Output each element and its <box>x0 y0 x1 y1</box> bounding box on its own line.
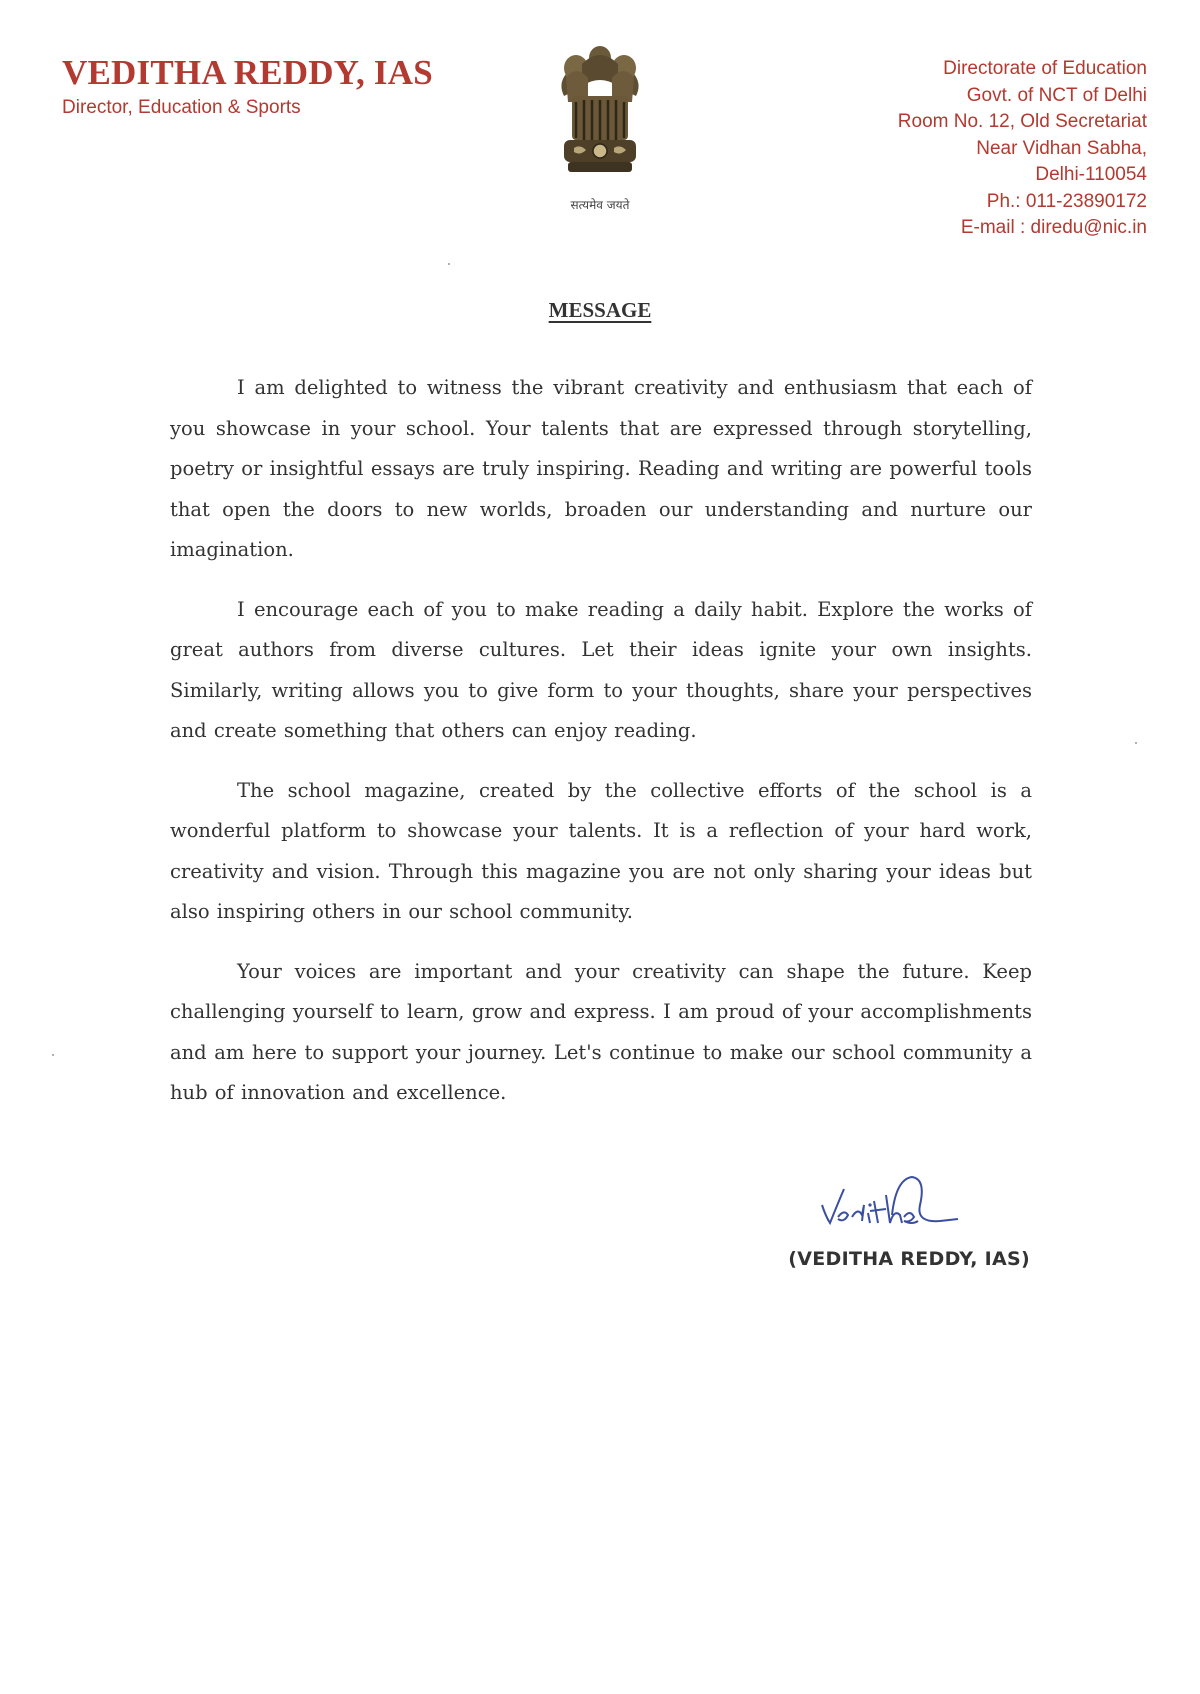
message-heading: MESSAGE <box>548 298 652 322</box>
message-paragraph: The school magazine, created by the collective efforts of the school is a wonderful platform to showcase your talents. It is a reflection of your hard work, creativity and vision. Through this magazine you are not only sharing your ideas but also inspiring others in our school community. <box>170 778 1032 923</box>
email-line: E-mail : diredu@nic.in <box>960 217 1147 238</box>
scan-speck <box>448 263 450 265</box>
signature-icon <box>808 1165 968 1237</box>
emblem-motto: सत्यमेव जयते <box>570 198 630 212</box>
signatory-name: (VEDITHA REDDY, IAS) <box>788 1248 1030 1270</box>
message-paragraph: Your voices are important and your creativity can shape the future. Keep challenging yourself to learn, grow and express. I am proud of your accomplishments and am here to support your journey. Let's continue to make our school community a hub of innovation and excellence. <box>170 959 1032 1104</box>
letterhead-address <box>898 56 1147 242</box>
letterhead-left <box>62 54 433 119</box>
address-line: Govt. of NCT of Delhi <box>966 84 1147 106</box>
officer-name: VEDITHA REDDY, IAS <box>62 53 433 92</box>
ashoka-emblem-icon <box>552 44 648 194</box>
address-line: Delhi-110054 <box>1035 164 1147 185</box>
handwritten-signature <box>808 1165 968 1237</box>
address-line: Room No. 12, Old Secretariat <box>897 111 1147 132</box>
message-body <box>170 368 1032 1133</box>
address-line: Near Vidhan Sabha, <box>976 137 1147 159</box>
scan-speck <box>1135 742 1137 744</box>
address-line: Directorate of Education <box>943 58 1147 79</box>
national-emblem <box>545 44 655 219</box>
phone-line: Ph.: 011-23890172 <box>986 190 1147 212</box>
message-paragraph: I encourage each of you to make reading a daily habit. Explore the works of great authors from diverse cultures. Let their ideas ignite your own insights. Similarly, writing allows you to give form to your thoughts, share your perspectives and create something that others can enjoy reading. <box>170 597 1032 742</box>
officer-designation: Director, Education & Sports <box>62 96 301 118</box>
message-paragraph: I am delighted to witness the vibrant creativity and enthusiasm that each of you showcase in your school. Your talents that are expressed through storytelling, poetry or insightful essays are truly inspiring. Reading and writing are powerful tools that open the doors to new worlds, broaden our understanding and nurture our imagination. <box>170 376 1032 561</box>
scan-speck <box>52 1054 54 1056</box>
